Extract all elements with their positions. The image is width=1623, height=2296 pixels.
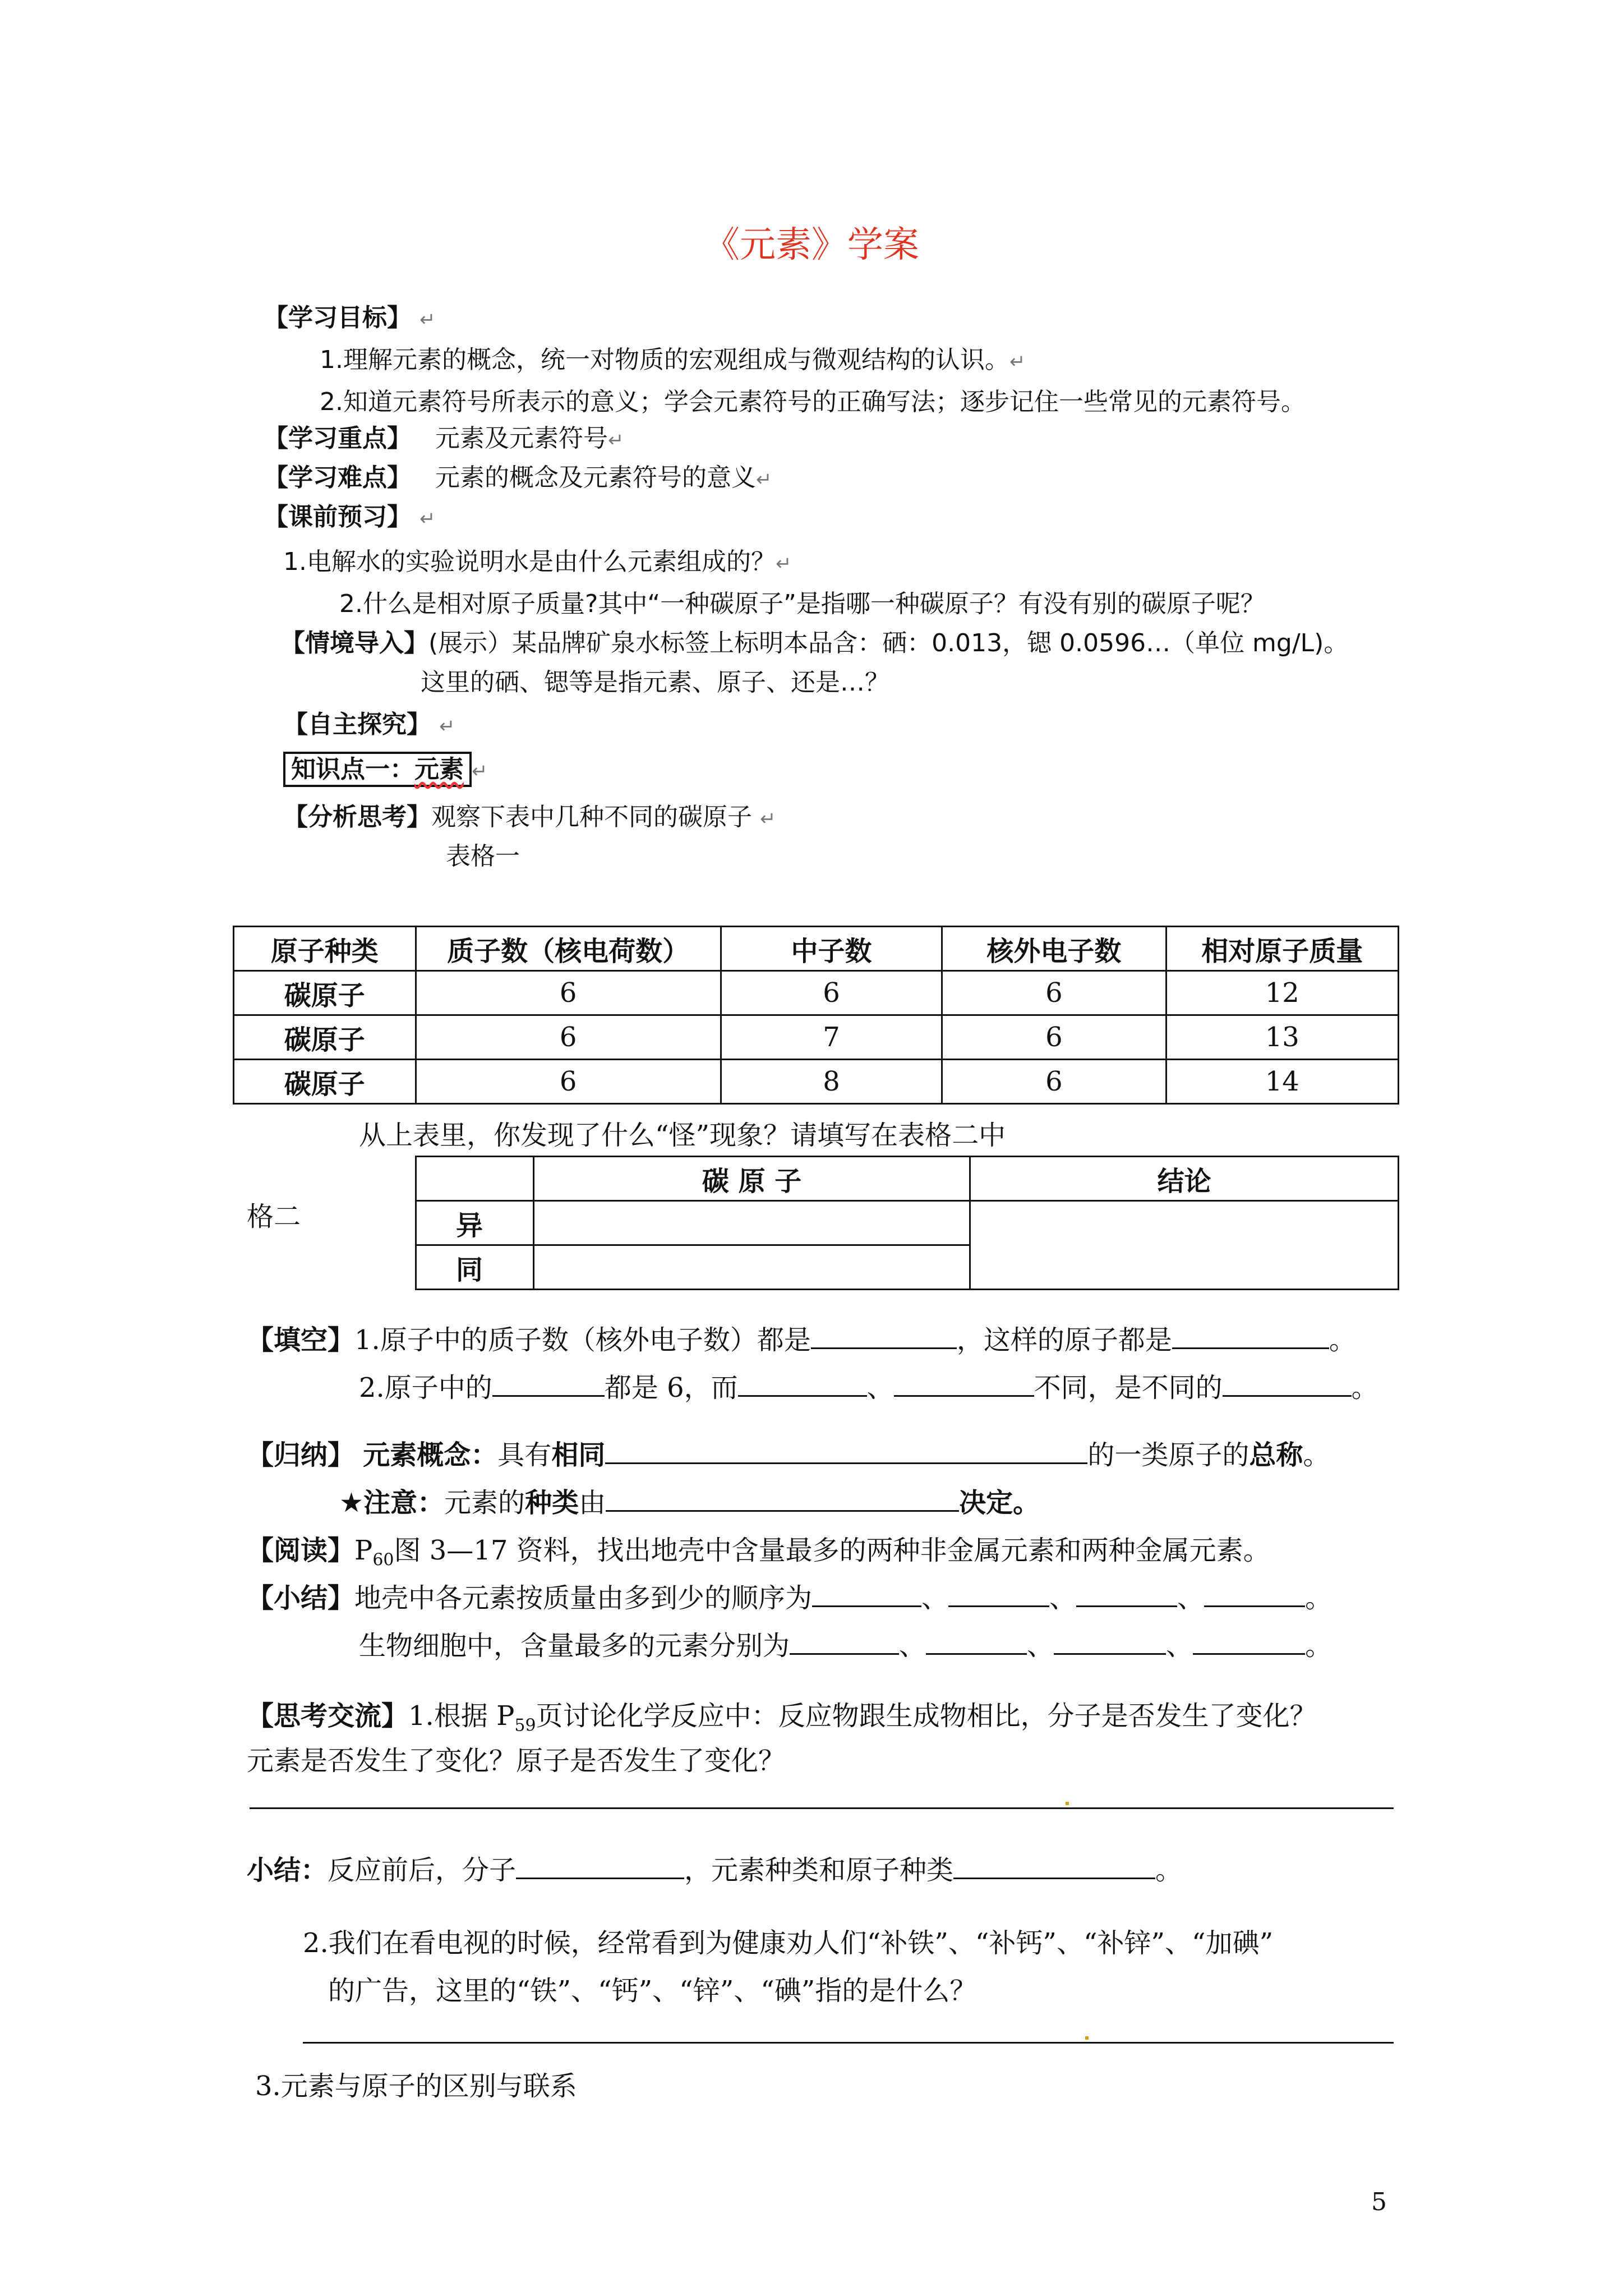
objectives-heading: 【学习目标】 ↵	[264, 303, 436, 332]
table-header: 碳 原 子	[533, 1157, 970, 1201]
element-note: ★注意：元素的种类由 决定。	[339, 1487, 1040, 1519]
table-header: 原子种类	[234, 927, 416, 971]
discussion-conclusion: 小结：反应前后，分子 ，元素种类和原子种类 。	[247, 1855, 1183, 1886]
fill-blank-line-1: 【填空】1.原子中的质子数（核外电子数）都是 ，这样的原子都是 。	[247, 1324, 1356, 1356]
reading: 【阅读】$P_{60}$图 3—17 资料，找出地壳中含量最多的两种非金属元素和两种金属元素。	[247, 1535, 1270, 1570]
blank[interactable]	[738, 1372, 867, 1397]
blank[interactable]	[948, 1582, 1049, 1607]
table-cell: 6	[942, 1060, 1166, 1104]
comparison-table	[415, 1156, 1399, 1290]
table-header: 质子数（核电荷数）	[416, 927, 721, 971]
table-cell: 碳原子	[234, 1015, 416, 1060]
table-cell: 12	[1166, 971, 1398, 1015]
explore-heading: 【自主探究】 ↵	[283, 710, 455, 739]
blank[interactable]	[1223, 1372, 1352, 1397]
table-cell: 碳原子	[234, 1060, 416, 1104]
preview-q1: 1.电解水的实验说明水是由什么元素组成的？↵	[283, 547, 792, 576]
scan-artifact	[1085, 2036, 1089, 2040]
table-cell: 6	[416, 1060, 721, 1104]
table-header	[416, 1157, 534, 1201]
table-header: 中子数	[721, 927, 942, 971]
table-cell: 异	[416, 1201, 534, 1245]
table-cell: 同	[416, 1245, 534, 1290]
table-header-row	[416, 1157, 1399, 1201]
objective-1: 1.理解元素的概念，统一对物质的宏观组成与微观结构的认识。↵	[320, 346, 1026, 374]
blank[interactable]	[1076, 1582, 1177, 1607]
discussion-q3: 3.元素与原子的区别与联系	[255, 2070, 577, 2102]
table-cell: 碳原子	[234, 971, 416, 1015]
table-cell: 8	[721, 1060, 942, 1104]
blank[interactable]	[811, 1324, 957, 1349]
blank[interactable]	[926, 1630, 1027, 1655]
difficulty: 【学习难点】 元素的概念及元素符号的意义↵	[264, 463, 772, 492]
blank[interactable]	[605, 1439, 1087, 1464]
key-point: 【学习重点】 元素及元素符号↵	[264, 424, 624, 453]
summary-line-2: 生物细胞中，含量最多的元素分别为 、 、 、 。	[359, 1630, 1332, 1662]
blank[interactable]	[812, 1582, 921, 1607]
discussion-q2-cont: 的广告，这里的“铁”、“钙”、“锌”、“碘”指的是什么？	[328, 1975, 977, 2007]
table-row	[416, 1201, 1399, 1245]
blank[interactable]	[1054, 1630, 1166, 1655]
page-number: 5	[1371, 2188, 1387, 2216]
fill-blank-line-2: 2.原子中的 都是 6，而 、 不同，是不同的 。	[359, 1372, 1378, 1404]
table-header: 相对原子质量	[1166, 927, 1398, 971]
table2-side-label: 格二	[247, 1201, 301, 1232]
table-header: 结论	[970, 1157, 1399, 1201]
blank[interactable]	[790, 1630, 899, 1655]
answer-cell-same[interactable]	[533, 1245, 970, 1290]
after-table-question: 从上表里，你发现了什么“怪”现象？请填写在表格二中	[359, 1120, 1006, 1151]
answer-line[interactable]	[303, 2042, 1394, 2044]
table-row	[234, 1060, 1399, 1104]
blank[interactable]	[492, 1372, 605, 1397]
scenario-line-2: 这里的硒、锶等是指元素、原子、还是…？	[421, 668, 889, 697]
scenario-line-1: 【情境导入】(展示）某品牌矿泉水标签上标明本品含：硒：0.013，锶 0.0596…（单位 mg/L)。	[280, 629, 1349, 657]
element-concept: 【归纳】 元素概念：具有相同 的一类原子的总称。	[247, 1439, 1330, 1471]
table-cell: 7	[721, 1015, 942, 1060]
knowledge-point: 知识点一：元素 ↵	[283, 749, 488, 785]
blank[interactable]	[606, 1487, 959, 1512]
blank[interactable]	[953, 1854, 1155, 1879]
blank[interactable]	[894, 1372, 1034, 1397]
blank[interactable]	[516, 1854, 684, 1879]
page-title: 《元素》学案	[704, 224, 919, 266]
answer-cell-conclusion[interactable]	[970, 1201, 1399, 1290]
table-header: 核外电子数	[942, 927, 1166, 971]
discussion-q1: 【思考交流】1.根据 $P_{59}$页讨论化学反应中：反应物跟生成物相比，分子是否发生了变化？	[247, 1700, 1317, 1736]
preview-heading: 【课前预习】 ↵	[264, 503, 436, 531]
preview-q2: 2.什么是相对原子质量?其中“一种碳原子”是指哪一种碳原子？有没有别的碳原子呢？	[339, 590, 1265, 618]
discussion-q2: 2.我们在看电视的时候，经常看到为健康劝人们“补铁”、“补钙”、“补锌”、“加碘”	[303, 1927, 1274, 1959]
blank[interactable]	[1193, 1630, 1305, 1655]
table-header-row	[234, 927, 1399, 971]
table-row	[234, 1015, 1399, 1060]
objective-2: 2.知道元素符号所表示的意义；学会元素符号的正确写法；逐步记住一些常见的元素符号。	[320, 388, 1306, 416]
table-cell: 14	[1166, 1060, 1398, 1104]
discussion-q1-cont: 元素是否发生了变化？原子是否发生了变化？	[247, 1745, 786, 1777]
table1-caption: 表格一	[446, 842, 520, 871]
table-cell: 6	[721, 971, 942, 1015]
table-row	[234, 971, 1399, 1015]
blank[interactable]	[1204, 1582, 1305, 1607]
table-cell: 6	[416, 1015, 721, 1060]
analysis: 【分析思考】观察下表中几种不同的碳原子 ↵	[283, 803, 776, 831]
answer-line[interactable]	[250, 1807, 1394, 1809]
table-cell: 6	[416, 971, 721, 1015]
table-cell: 6	[942, 971, 1166, 1015]
scan-artifact	[1066, 1802, 1069, 1805]
answer-cell-different[interactable]	[533, 1201, 970, 1245]
blank[interactable]	[1172, 1324, 1329, 1349]
summary-line-1: 【小结】地壳中各元素按质量由多到少的顺序为 、 、 、 。	[247, 1582, 1332, 1614]
table-cell: 6	[942, 1015, 1166, 1060]
carbon-atom-table	[233, 926, 1399, 1105]
table-cell: 13	[1166, 1015, 1398, 1060]
